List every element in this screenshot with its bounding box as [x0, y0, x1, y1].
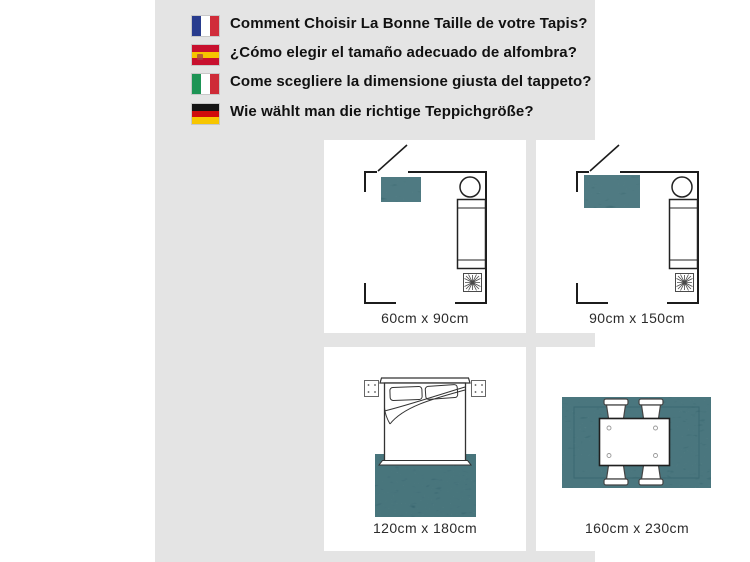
pillow-left [390, 386, 422, 400]
bed-icon [458, 200, 486, 269]
chair-bottom-right-icon [639, 466, 663, 486]
chair-top-right-icon [639, 399, 663, 419]
header-row-italian [155, 74, 595, 96]
floorplan-medium-rug-diagram [536, 140, 738, 333]
header-text-italian: Come scegliere la dimensione giusta del tappeto? [230, 73, 592, 90]
header-row-french [155, 16, 595, 38]
content-column [155, 0, 690, 562]
bed-footboard [379, 461, 471, 466]
spain-flag-icon [192, 45, 219, 65]
header-text-german: Wie wählt man die richtige Teppichgröße? [230, 103, 534, 120]
size-label: 60cm x 90cm [381, 310, 469, 326]
rug-60x90-shape [381, 177, 421, 202]
bed-icon [670, 200, 698, 269]
panel-rug-60x90 [324, 140, 526, 333]
header-text-french: Comment Choisir La Bonne Taille de votre Tapis? [230, 15, 588, 32]
door-swing-line [378, 145, 407, 171]
side-table-icon [460, 177, 480, 197]
plant-icon [676, 274, 694, 292]
germany-flag-icon [192, 104, 219, 124]
door-swing-line [590, 145, 619, 171]
chair-bottom-left-icon [604, 466, 628, 486]
side-table-icon [672, 177, 692, 197]
panel-rug-90x150 [536, 140, 738, 333]
nightstand-right-icon [472, 381, 486, 397]
double-bed-icon [379, 378, 471, 465]
france-flag-icon [192, 16, 219, 36]
panel-rug-120x180 [324, 347, 526, 551]
italy-flag-icon [192, 74, 219, 94]
panel-rug-160x230 [536, 347, 738, 551]
rug-90x150-shape [584, 175, 640, 208]
pillow-right [425, 384, 458, 399]
floorplan-small-rug-diagram [324, 140, 526, 333]
header-text-spanish: ¿Cómo elegir el tamaño adecuado de alfombra? [230, 44, 577, 61]
dining-table-icon [600, 419, 670, 466]
header-row-spanish [155, 45, 595, 67]
size-label: 120cm x 180cm [372, 520, 478, 536]
plant-icon [464, 274, 482, 292]
header-row-german [155, 104, 595, 126]
size-label: 160cm x 230cm [584, 520, 690, 536]
chair-top-left-icon [604, 399, 628, 419]
nightstand-left-icon [365, 381, 379, 397]
size-label: 90cm x 150cm [589, 310, 685, 326]
